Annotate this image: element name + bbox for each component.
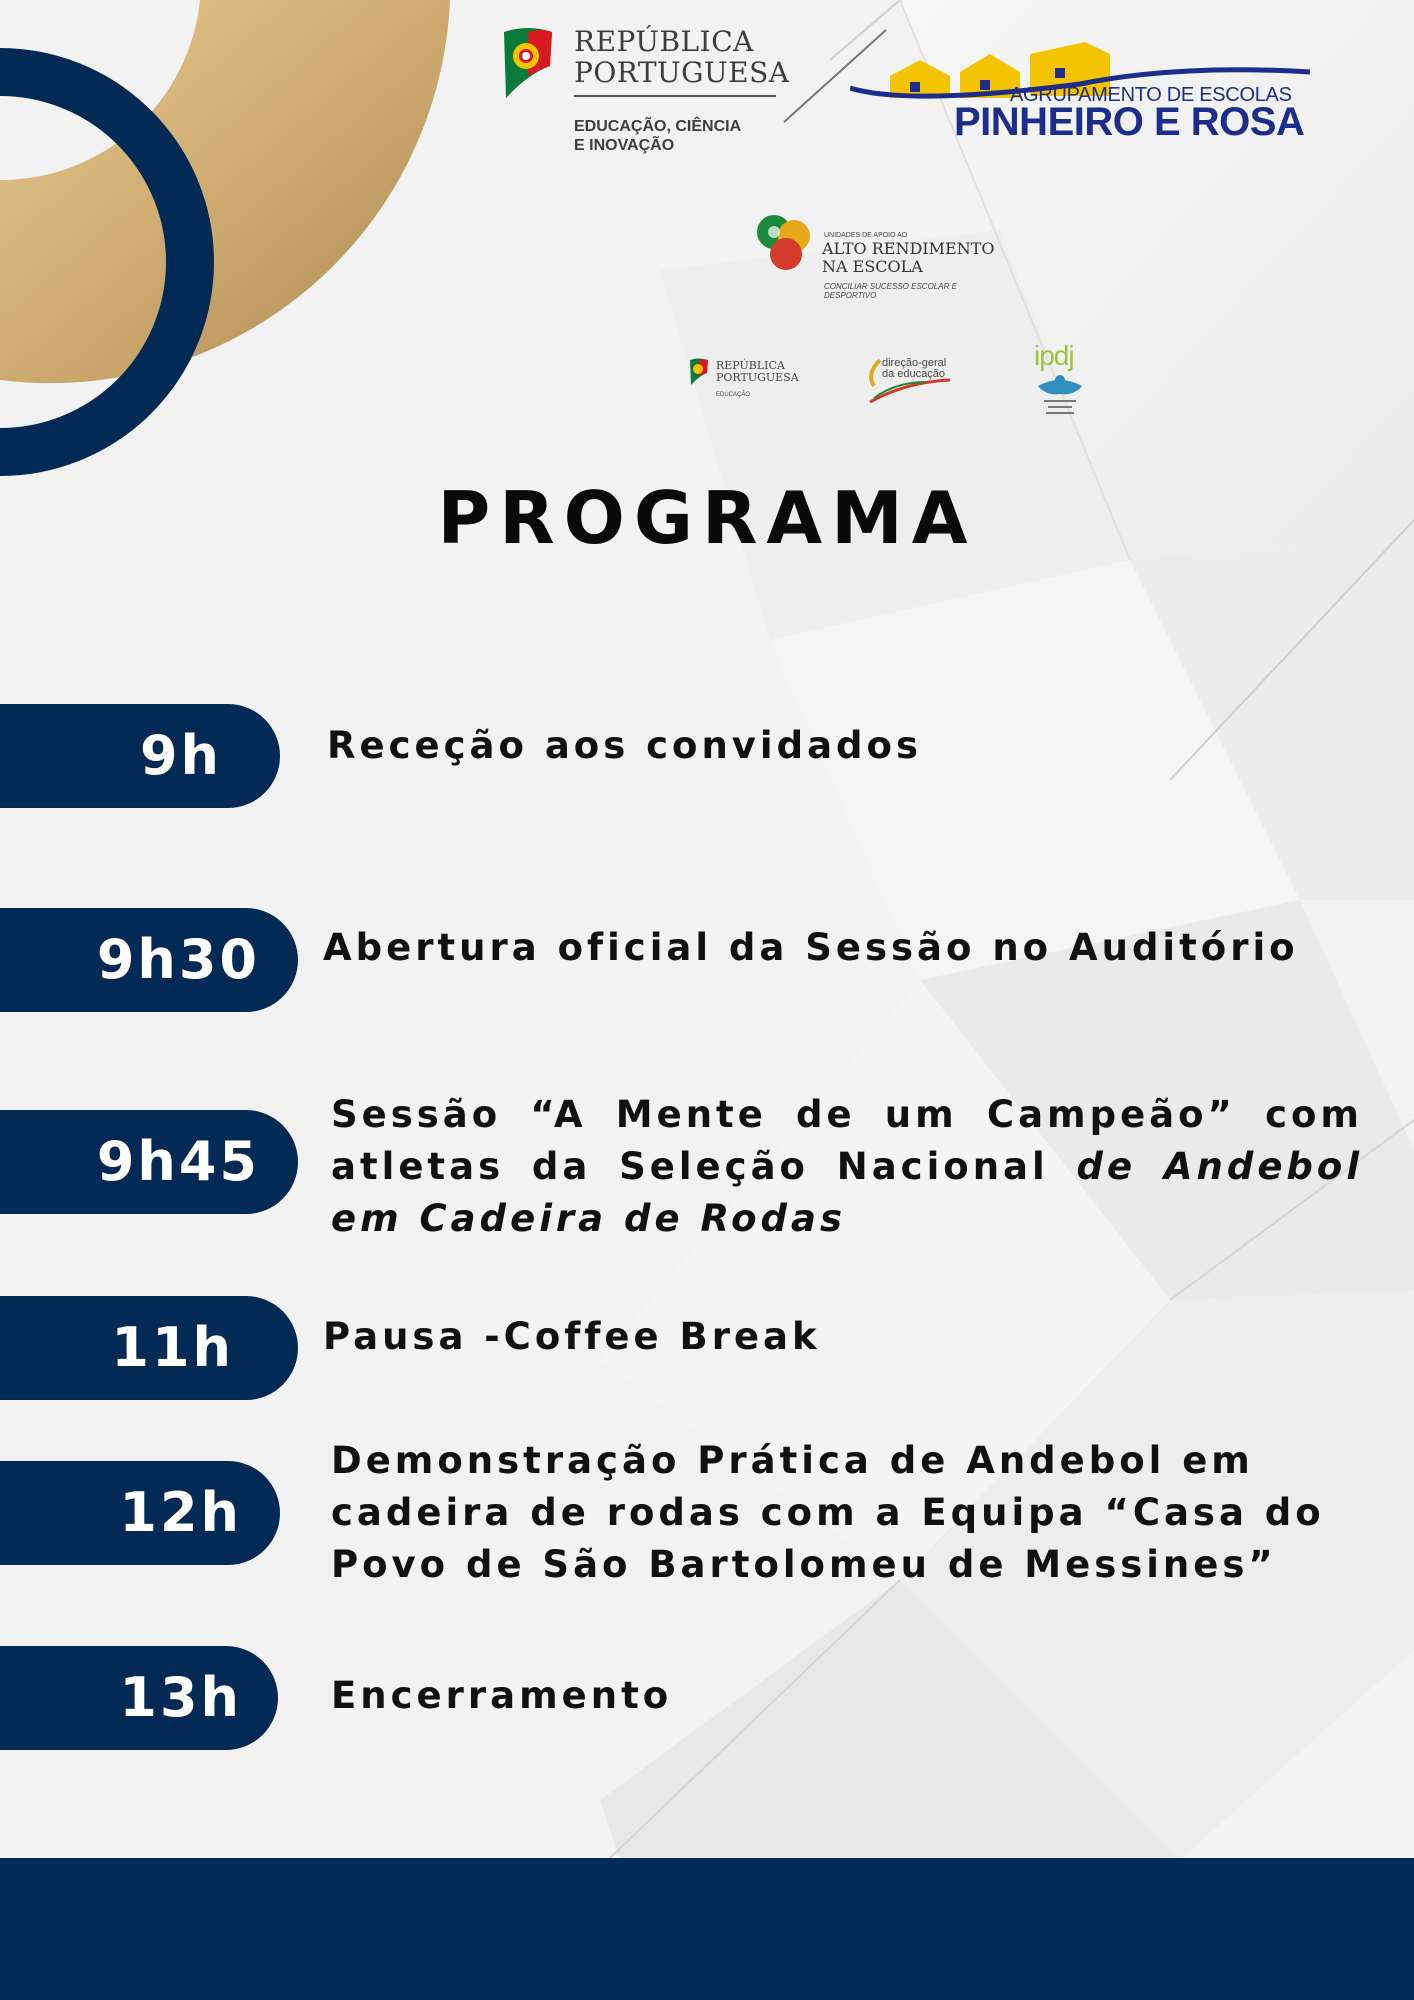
time-pill-9h45: 9h45: [0, 1110, 298, 1214]
divider: [574, 95, 776, 97]
republica-portuguesa-logo: [498, 26, 788, 156]
republica-small-logo: [688, 356, 800, 404]
republica-small-line1: REPÚBLICA: [716, 359, 785, 372]
alto-rendimento-tagline: CONCILIAR SUCESSO ESCOLAR E DESPORTIVO: [824, 282, 957, 300]
agrupamento-line1: AGRUPAMENTO DE ESCOLAS: [1010, 84, 1292, 106]
schedule-item-6-text: Encerramento: [331, 1674, 673, 1717]
republica-line2: PORTUGUESA: [574, 56, 790, 89]
republica-small-line2: PORTUGUESA: [716, 371, 799, 384]
time-pill-12h: 12h: [0, 1461, 280, 1565]
footer-band: [0, 1858, 1414, 2000]
schedule-item-3-text: [331, 1089, 1363, 1245]
time-pill-13h: 13h: [0, 1646, 278, 1750]
schedule-item-3-italic: de Andebol em Cadeira de Rodas: [331, 1145, 1364, 1240]
alto-rendimento-logo: [756, 214, 1006, 300]
republica-line1: REPÚBLICA: [574, 25, 754, 58]
schedule-item-1-text: Receção aos convidados: [327, 724, 922, 767]
time-pill-9h: 9h: [0, 704, 280, 808]
sports-emblem-icon: [756, 214, 816, 274]
alto-rendimento-line1: ALTO RENDIMENTO: [822, 239, 995, 258]
schedule-item-4-text: Pausa -Coffee Break: [323, 1315, 821, 1358]
dge-logo: [866, 352, 952, 406]
flag-emblem-small-icon: [688, 358, 710, 388]
republica-small-sub: EDUCAÇÃO: [716, 392, 751, 398]
schedule-item-3-plain: Sessão “A Mente de um Campeão” com atletas da Seleção Nacional: [331, 1093, 1363, 1188]
dge-line2: da educação: [882, 368, 945, 380]
time-pill-11h: 11h: [0, 1296, 298, 1400]
schedule-item-5-text: Demonstração Prática de Andebol em cadeira de rodas com a Equipa “Casa do Povo de São Bartolomeu de Messines”: [331, 1439, 1325, 1586]
dge-line1: direção-geral: [882, 357, 947, 369]
flag-emblem-icon: [498, 26, 556, 104]
agrupamento-logo: [850, 36, 1320, 146]
ipdj-mark: ipdj: [1034, 340, 1074, 371]
ipdj-figure-icon: [1030, 370, 1090, 420]
ipdj-logo: [1030, 340, 1090, 424]
time-pill-9h30: 9h30: [0, 908, 298, 1012]
republica-sub2: E INOVAÇÃO: [574, 137, 675, 154]
agrupamento-line2: PINHEIRO E ROSA: [954, 100, 1305, 144]
decorative-arcs: [0, 0, 460, 540]
page-title: PROGRAMA: [437, 476, 977, 560]
alto-rendimento-small: UNIDADES DE APOIO AO: [824, 232, 908, 239]
republica-sub1: EDUCAÇÃO, CIÊNCIA: [574, 118, 742, 135]
schedule-item-2-text: Abertura oficial da Sessão no Auditório: [323, 926, 1299, 969]
alto-rendimento-line2: NA ESCOLA: [822, 257, 923, 276]
